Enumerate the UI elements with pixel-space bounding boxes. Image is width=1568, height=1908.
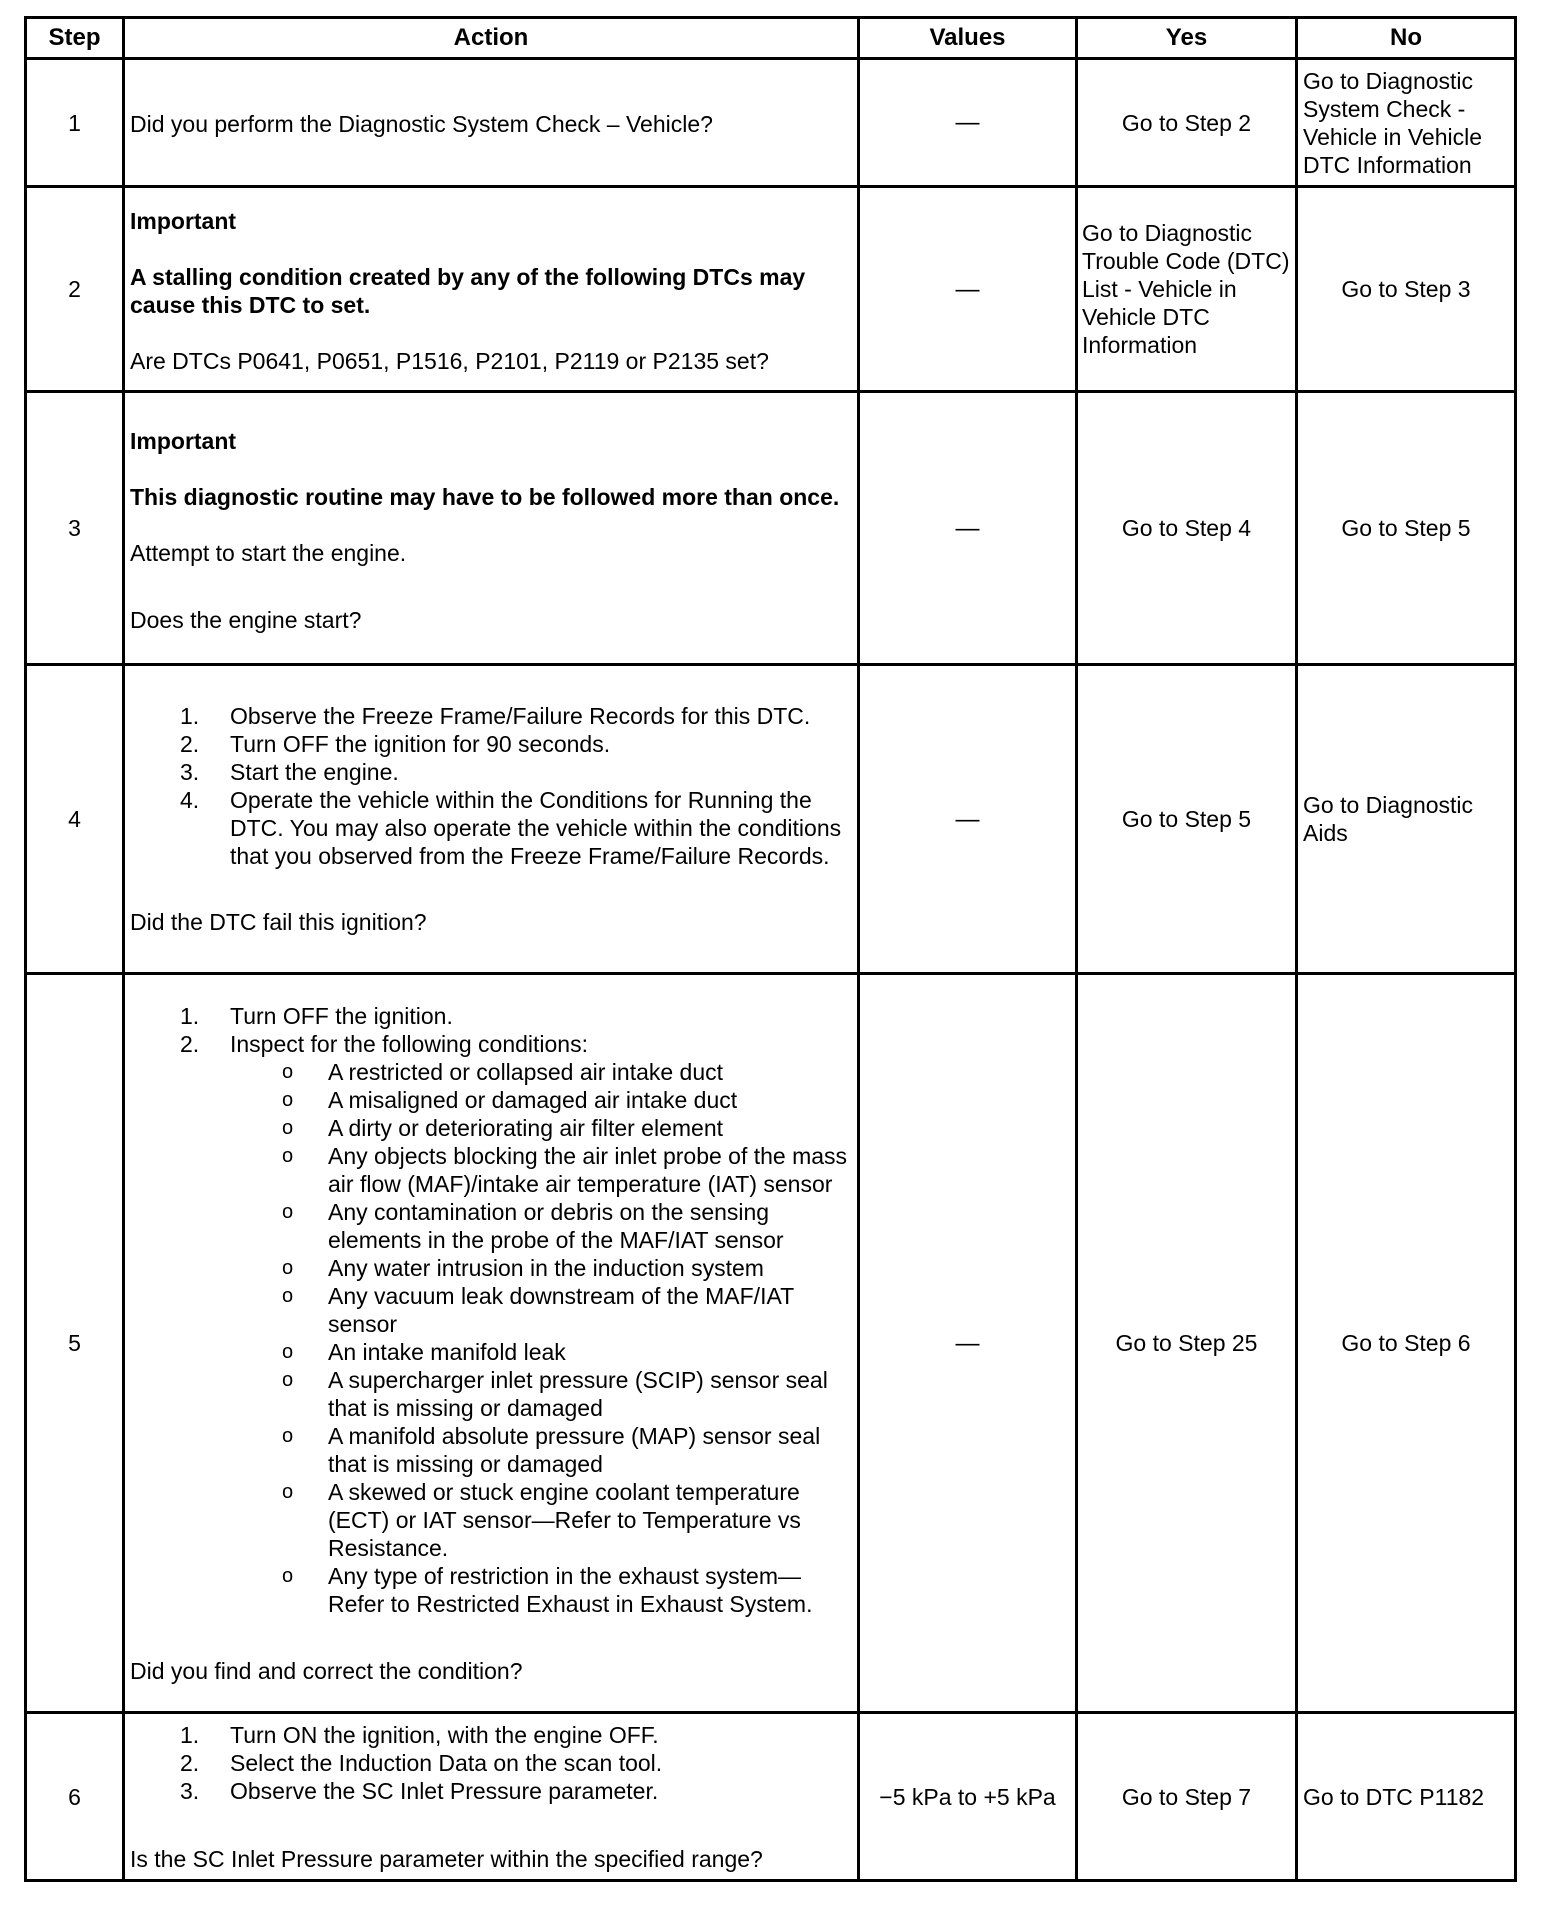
condition-list: [130, 1058, 852, 1618]
procedure-step: 1. Turn OFF the ignition.: [180, 1002, 453, 1029]
table-row: [26, 1713, 1516, 1881]
action-cell: [124, 392, 859, 665]
values-cell: [859, 665, 1077, 974]
yes-cell: Go to Step 4: [1077, 392, 1297, 665]
instruction-text: Attempt to start the engine.: [130, 539, 407, 566]
condition-item: o A restricted or collapsed air intake duct: [282, 1058, 724, 1085]
condition-item: o A dirty or deteriorating air filter element: [282, 1114, 724, 1141]
question-text: Did you find and correct the condition?: [130, 1657, 523, 1684]
question-text: Did the DTC fail this ignition?: [130, 909, 427, 935]
step-number: 2: [26, 187, 124, 392]
no-cell: Go to Step 5: [1297, 392, 1516, 665]
procedure-step: 4. Operate the vehicle within the Conditions for Running the DTC. You may also operate the vehicle within the conditions that you observed from the Freeze Frame/Failure Records.: [180, 787, 842, 869]
table-row: [26, 59, 1516, 187]
header-action: Action: [124, 18, 859, 59]
condition-item: o A misaligned or damaged air intake duct: [282, 1086, 738, 1113]
values-cell: [859, 392, 1077, 665]
header-row: [26, 18, 1516, 59]
no-cell: Go to Diagnostic System Check - Vehicle in Vehicle DTC Information: [1297, 59, 1516, 187]
no-cell: Go to Step 6: [1297, 974, 1516, 1713]
table-row: [26, 665, 1516, 974]
values-cell: [859, 59, 1077, 187]
values-text: —: [955, 805, 980, 833]
values-cell: [859, 187, 1077, 392]
action-cell: [124, 187, 859, 392]
step-number: 1: [26, 59, 124, 187]
no-cell: Go to Diagnostic Aids: [1297, 665, 1516, 974]
values-text: —: [955, 1329, 980, 1357]
step-number: 4: [26, 665, 124, 974]
important-text: A stalling condition created by any of the following DTCs may cause this DTC to set.: [130, 264, 806, 318]
step-number: 6: [26, 1713, 124, 1881]
action-cell: [124, 665, 859, 974]
condition-item: o Any vacuum leak downstream of the MAF/IAT sensor: [282, 1282, 794, 1337]
yes-cell: Go to Step 5: [1077, 665, 1297, 974]
important-text: This diagnostic routine may have to be followed more than once.: [130, 483, 840, 510]
action-cell: [124, 1713, 859, 1881]
condition-item: o A supercharger inlet pressure (SCIP) sensor seal that is missing or damaged: [282, 1366, 828, 1421]
values-text: —: [955, 275, 980, 303]
procedure-step: 1. Observe the Freeze Frame/Failure Records for this DTC.: [180, 703, 811, 729]
yes-cell: Go to Step 2: [1077, 59, 1297, 187]
procedure-step: 1. Turn ON the ignition, with the engine OFF.: [180, 1721, 659, 1748]
question-text: Is the SC Inlet Pressure parameter within the specified range?: [130, 1845, 763, 1872]
action-cell: [124, 974, 859, 1713]
procedure-steps: [130, 1721, 852, 1805]
condition-item: o Any objects blocking the air inlet probe of the mass air flow (MAF)/intake air temperature (IAT) sensor: [282, 1142, 848, 1197]
question-text: Are DTCs P0641, P0651, P1516, P2101, P2119 or P2135 set?: [130, 348, 769, 374]
condition-item: o A skewed or stuck engine coolant temperature (ECT) or IAT sensor—Refer to Temperature vs Resistance.: [282, 1478, 801, 1561]
values-cell: −5 kPa to +5 kPa: [859, 1713, 1077, 1881]
values-text: —: [955, 109, 980, 136]
values-cell: [859, 974, 1077, 1713]
yes-cell: Go to Step 7: [1077, 1713, 1297, 1881]
header-yes: Yes: [1077, 18, 1297, 59]
condition-item: o Any water intrusion in the induction system: [282, 1254, 764, 1281]
yes-cell: Go to Step 25: [1077, 974, 1297, 1713]
condition-item: o Any type of restriction in the exhaust system—Refer to Restricted Exhaust in Exhaust System.: [282, 1562, 813, 1617]
important-title: Important: [130, 427, 237, 454]
values-text: —: [955, 514, 980, 542]
question-text: Does the engine start?: [130, 606, 362, 633]
procedure-step: 3. Start the engine.: [180, 759, 399, 785]
no-cell: Go to DTC P1182: [1297, 1713, 1516, 1881]
condition-item: o Any contamination or debris on the sensing elements in the probe of the MAF/IAT sensor: [282, 1198, 784, 1253]
header-no: No: [1297, 18, 1516, 59]
procedure-step: 2. Turn OFF the ignition for 90 seconds.: [180, 731, 611, 757]
step-number: 3: [26, 392, 124, 665]
table-row: [26, 187, 1516, 392]
procedure-step: 2. Inspect for the following conditions:: [180, 1030, 588, 1057]
table-row: [26, 974, 1516, 1713]
condition-item: o An intake manifold leak: [282, 1338, 566, 1365]
action-cell: [124, 59, 859, 187]
header-values: Values: [859, 18, 1077, 59]
condition-item: o A manifold absolute pressure (MAP) sensor seal that is missing or damaged: [282, 1422, 821, 1477]
procedure-step: 3. Observe the SC Inlet Pressure parameter.: [180, 1777, 659, 1804]
table-row: [26, 392, 1516, 665]
procedure-steps: [130, 702, 852, 870]
step-number: 5: [26, 974, 124, 1713]
no-cell: Go to Step 3: [1297, 187, 1516, 392]
diagnostic-table: [24, 16, 1517, 1882]
procedure-steps: [130, 1002, 852, 1058]
header-step: Step: [26, 18, 124, 59]
important-title: Important: [130, 208, 237, 234]
procedure-step: 2. Select the Induction Data on the scan tool.: [180, 1749, 663, 1776]
question-text: Did you perform the Diagnostic System Check – Vehicle?: [130, 110, 713, 137]
yes-cell: Go to Diagnostic Trouble Code (DTC) List - Vehicle in Vehicle DTC Information: [1077, 187, 1297, 392]
